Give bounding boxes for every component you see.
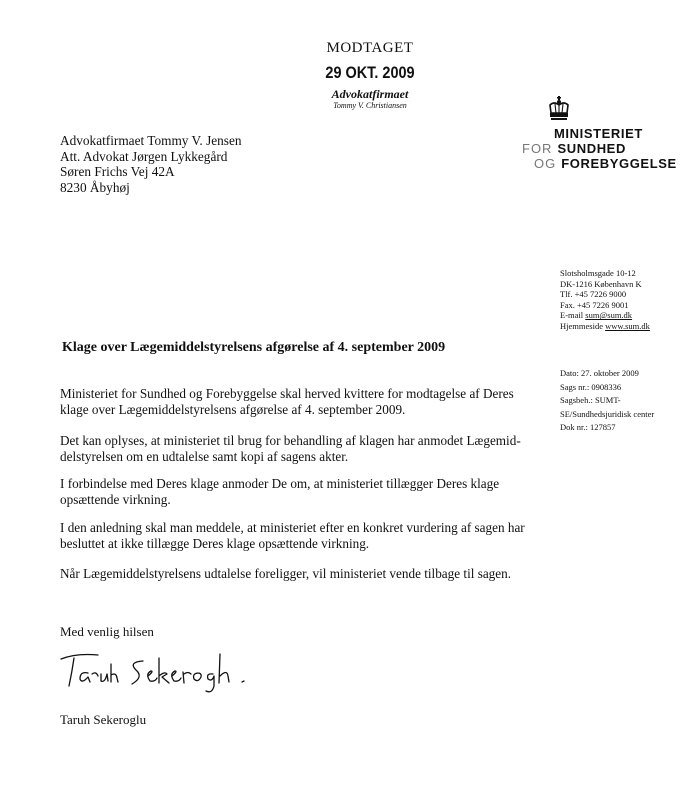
paragraph-line: I den anledning skal man meddele, at ministeriet efter en konkret vurdering af sagen har [60, 520, 525, 535]
case-metadata [560, 367, 654, 435]
email-label: E-mail [560, 310, 584, 321]
signer-name: Taruh Sekeroglu [60, 712, 147, 727]
paragraph-line: Det kan oplyses, at ministeriet til brug for behandling af klagen har anmodet Lægemid- [60, 433, 521, 448]
received-stamp [305, 40, 435, 110]
logo-line-3-main: FOREBYGGELSE [561, 156, 677, 171]
closing-greeting: Med venlig hilsen [60, 624, 154, 639]
paragraph-line: I forbindelse med Deres klage anmoder De om, at ministeriet tillægger Deres klage [60, 476, 500, 491]
logo-line-2-prefix: FOR [522, 141, 553, 156]
meta-handler-cont: SE/Sundhedsjuridisk center [560, 408, 655, 419]
stamp-received-label: MODTAGET [326, 40, 414, 56]
body-paragraph [60, 433, 525, 465]
contact-info [560, 268, 650, 332]
stamp-person: Tommy V. Christiansen [333, 101, 407, 110]
body-paragraph [60, 476, 525, 508]
paragraph-line: klage over Lægemiddelstyrelsens afgørelse af 4. september 2009. [60, 402, 406, 417]
recipient-address [60, 133, 242, 195]
logo-line-1: MINISTERIET [554, 126, 643, 141]
meta-case-number: Sags nr.: 0908336 [560, 381, 622, 392]
stamp-firm: Advokatfirmaet [331, 87, 409, 101]
crown-icon [548, 96, 570, 122]
paragraph-line: opsættende virkning. [60, 492, 171, 507]
contact-fax: Fax. +45 7226 9001 [560, 299, 629, 310]
address-line: Att. Advokat Jørgen Lykkegård [60, 148, 228, 164]
stamp-date: 29 OKT. 2009 [325, 63, 415, 82]
handwritten-signature [58, 646, 258, 696]
logo-line-2-main: SUNDHED [557, 141, 626, 156]
address-line: 8230 Åbyhøj [60, 179, 130, 195]
contact-web-row [560, 321, 650, 332]
contact-email-row [560, 310, 650, 321]
meta-date: Dato: 27. oktober 2009 [560, 368, 639, 378]
address-line: Søren Frichs Vej 42A [60, 164, 175, 179]
logo-line-3 [534, 156, 677, 171]
paragraph-line: besluttet at ikke tillægge Deres klage opsættende virkning. [60, 536, 370, 551]
web-label: Hjemmeside [560, 320, 603, 331]
paragraph-line: delstyrelsen om en udtalelse samt kopi af sagens akter. [60, 449, 349, 464]
paragraph-line: Når Lægemiddelstyrelsens udtalelse foreligger, vil ministeriet vende tilbage til sagen. [60, 566, 512, 581]
contact-street: Slotsholmsgade 10-12 [560, 268, 636, 278]
contact-city: DK-1216 København K [560, 278, 642, 289]
meta-handler: Sagsbeh.: SUMT- [560, 395, 621, 406]
email-link[interactable]: sum@sum.dk [585, 310, 633, 321]
contact-phone: Tlf. +45 7226 9000 [560, 289, 627, 300]
body-paragraph [60, 566, 525, 582]
body-paragraph [60, 386, 525, 418]
body-paragraph [60, 520, 525, 552]
logo-line-2 [522, 141, 626, 156]
logo-line-3-prefix: OG [534, 156, 557, 171]
paragraph-line: Ministeriet for Sundhed og Forebyggelse skal herved kvittere for modtagelse af Deres [60, 386, 514, 401]
web-link[interactable]: www.sum.dk [605, 320, 650, 331]
address-line: Advokatfirmaet Tommy V. Jensen [60, 133, 242, 148]
letter-title: Klage over Lægemiddelstyrelsens afgørelse af 4. september 2009 [62, 340, 446, 355]
meta-doc-number: Dok nr.: 127857 [560, 422, 616, 433]
